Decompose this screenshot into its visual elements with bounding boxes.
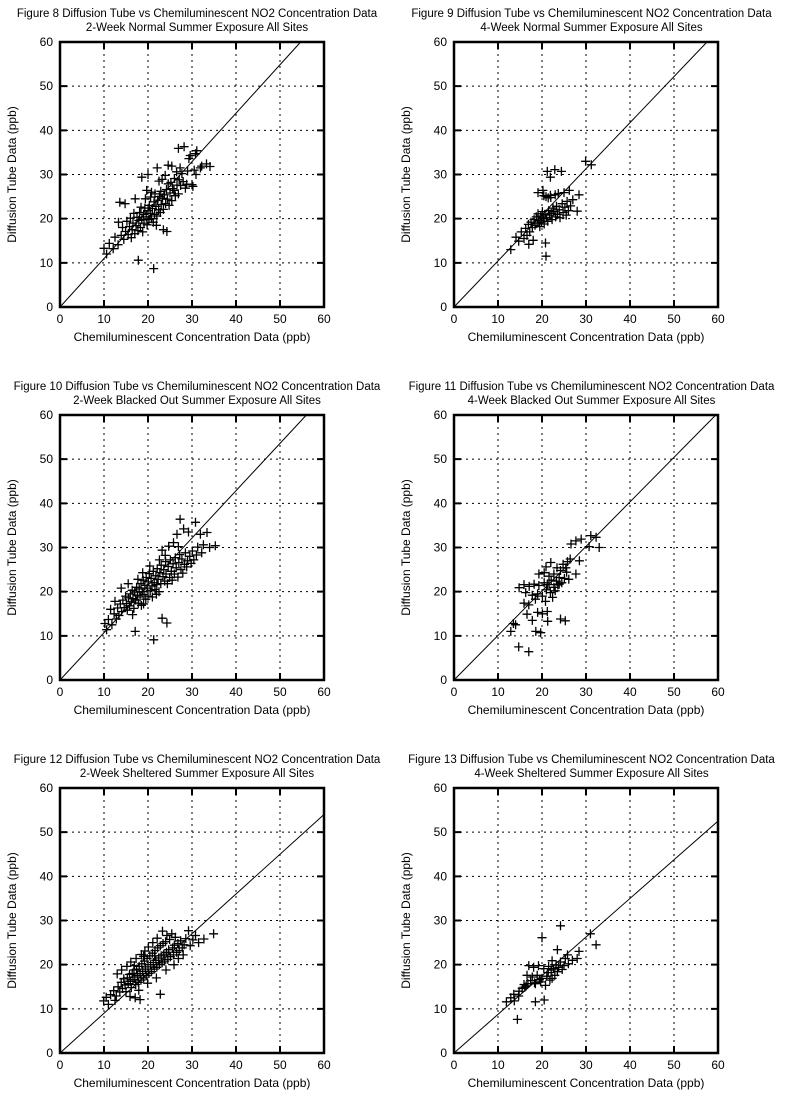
figure-title <box>394 7 789 35</box>
scatter-plot <box>0 408 394 744</box>
data-points <box>506 531 603 656</box>
y-tick-label: 30 <box>39 167 53 182</box>
x-tick-label: 60 <box>711 685 725 699</box>
x-tick-label: 30 <box>185 685 199 699</box>
scatter-plot <box>0 35 394 371</box>
y-tick-label: 0 <box>440 1046 447 1060</box>
x-tick-label: 0 <box>56 685 64 699</box>
x-tick-label: 40 <box>623 312 637 326</box>
x-tick-label: 60 <box>711 1058 725 1072</box>
x-tick-label: 10 <box>491 685 505 699</box>
x-tick-label: 50 <box>273 1058 287 1072</box>
gridlines <box>454 788 718 1053</box>
y-axis-label: Diffusion Tube Data (ppb) <box>399 479 413 616</box>
gridlines <box>454 42 718 307</box>
y-tick-label: 0 <box>46 1046 53 1060</box>
y-tick-label: 10 <box>39 1001 53 1016</box>
x-tick-label: 10 <box>491 1058 505 1072</box>
y-tick-label: 10 <box>433 628 447 643</box>
y-tick-label: 0 <box>46 673 53 687</box>
figure-panel-13 <box>394 746 789 1119</box>
y-tick-label: 40 <box>39 869 53 884</box>
x-tick-label: 10 <box>97 1058 111 1072</box>
figure-panel-10 <box>0 373 394 746</box>
figure-title-line2: 4-Week Normal Summer Exposure All Sites <box>480 22 703 34</box>
y-tick-label: 30 <box>39 540 53 555</box>
y-axis-label: Diffusion Tube Data (ppb) <box>399 852 413 989</box>
figure-title-line1: Figure 9 Diffusion Tube vs Chemiluminescent NO2 Concentration Data <box>411 8 772 20</box>
y-tick-label: 60 <box>433 408 447 422</box>
y-tick-label: 50 <box>433 79 447 94</box>
figure-title <box>394 753 789 781</box>
figure-title <box>0 753 394 781</box>
x-tick-label: 50 <box>667 1058 681 1072</box>
y-tick-label: 60 <box>39 35 53 49</box>
y-tick-label: 20 <box>39 211 53 226</box>
y-tick-label: 60 <box>39 781 53 795</box>
figure-panel-9 <box>394 0 789 373</box>
x-tick-label: 60 <box>317 312 331 326</box>
x-tick-label: 40 <box>623 685 637 699</box>
y-tick-label: 50 <box>39 79 53 94</box>
y-tick-label: 20 <box>433 584 447 599</box>
figure-title-line2: 4-Week Sheltered Summer Exposure All Sites <box>474 768 709 780</box>
y-tick-label: 50 <box>39 452 53 467</box>
y-axis-label: Diffusion Tube Data (ppb) <box>399 106 413 243</box>
x-tick-label: 30 <box>579 312 593 326</box>
y-tick-label: 50 <box>433 825 447 840</box>
x-tick-label: 20 <box>141 312 155 326</box>
x-tick-label: 40 <box>229 1058 243 1072</box>
figure-panel-12 <box>0 746 394 1119</box>
data-points <box>100 142 215 273</box>
y-tick-label: 30 <box>433 167 447 182</box>
y-tick-label: 50 <box>39 825 53 840</box>
figure-title <box>0 380 394 408</box>
x-tick-label: 40 <box>229 685 243 699</box>
x-tick-label: 20 <box>535 312 549 326</box>
x-tick-label: 10 <box>97 685 111 699</box>
x-tick-label: 10 <box>97 312 111 326</box>
x-tick-label: 20 <box>535 1058 549 1072</box>
y-axis-label: Diffusion Tube Data (ppb) <box>5 852 19 989</box>
x-tick-label: 50 <box>667 685 681 699</box>
x-axis-label: Chemiluminescent Concentration Data (ppb) <box>73 330 311 344</box>
y-tick-label: 20 <box>39 957 53 972</box>
x-axis-label: Chemiluminescent Concentration Data (ppb) <box>467 703 705 717</box>
x-tick-label: 30 <box>579 685 593 699</box>
figure-title-line1: Figure 8 Diffusion Tube vs Chemiluminescent NO2 Concentration Data <box>16 8 378 20</box>
y-tick-label: 0 <box>440 300 447 314</box>
y-tick-label: 60 <box>39 408 53 422</box>
data-points <box>99 926 218 1009</box>
scatter-plot <box>394 781 788 1117</box>
y-tick-label: 10 <box>39 255 53 270</box>
x-tick-label: 50 <box>273 685 287 699</box>
figure-title-line2: 2-Week Blacked Out Summer Exposure All Sites <box>73 395 321 407</box>
figure-panel-11 <box>394 373 789 746</box>
x-tick-label: 0 <box>450 1058 458 1072</box>
x-tick-label: 10 <box>491 312 505 326</box>
y-tick-label: 0 <box>46 300 53 314</box>
figure-title-line2: 4-Week Blacked Out Summer Exposure All Sites <box>467 395 716 407</box>
figure-title-line2: 2-Week Sheltered Summer Exposure All Sites <box>79 768 315 780</box>
y-tick-label: 30 <box>39 913 53 928</box>
x-tick-label: 0 <box>56 312 64 326</box>
x-tick-label: 40 <box>229 312 243 326</box>
x-tick-label: 30 <box>185 1058 199 1072</box>
y-tick-label: 10 <box>433 255 447 270</box>
figure-title <box>0 7 394 35</box>
x-tick-label: 60 <box>711 312 725 326</box>
figure-title-line1: Figure 11 Diffusion Tube vs Chemiluminescent NO2 Concentration Data <box>408 381 775 393</box>
y-tick-label: 0 <box>440 673 447 687</box>
x-tick-label: 50 <box>273 312 287 326</box>
y-tick-label: 30 <box>433 540 447 555</box>
y-tick-label: 50 <box>433 452 447 467</box>
x-tick-label: 20 <box>535 685 549 699</box>
y-tick-label: 20 <box>39 584 53 599</box>
x-axis-label: Chemiluminescent Concentration Data (ppb) <box>73 1076 311 1090</box>
scatter-plot <box>0 781 394 1117</box>
y-tick-label: 40 <box>433 869 447 884</box>
x-tick-label: 60 <box>317 685 331 699</box>
data-points <box>100 515 219 645</box>
x-tick-label: 60 <box>317 1058 331 1072</box>
y-tick-label: 60 <box>433 781 447 795</box>
figure-title-line2: 2-Week Normal Summer Exposure All Sites <box>85 22 309 34</box>
x-tick-label: 20 <box>141 1058 155 1072</box>
scatter-plot <box>394 35 788 371</box>
x-tick-label: 40 <box>623 1058 637 1072</box>
y-tick-label: 40 <box>39 123 53 138</box>
x-tick-label: 0 <box>450 685 458 699</box>
y-tick-label: 10 <box>433 1001 447 1016</box>
y-axis-label: Diffusion Tube Data (ppb) <box>5 106 19 243</box>
scatter-plot <box>394 408 788 744</box>
x-tick-label: 0 <box>450 312 458 326</box>
x-axis-label: Chemiluminescent Concentration Data (ppb) <box>467 1076 705 1090</box>
y-tick-label: 10 <box>39 628 53 643</box>
x-tick-label: 0 <box>56 1058 64 1072</box>
figure-title-line1: Figure 13 Diffusion Tube vs Chemiluminescent NO2 Concentration Data <box>408 754 775 766</box>
y-tick-label: 40 <box>433 496 447 511</box>
figure-title <box>394 380 789 408</box>
x-axis-label: Chemiluminescent Concentration Data (ppb) <box>467 330 705 344</box>
gridlines <box>60 788 324 1053</box>
x-tick-label: 30 <box>185 312 199 326</box>
x-axis-label: Chemiluminescent Concentration Data (ppb) <box>73 703 311 717</box>
figure-panel-8 <box>0 0 394 373</box>
x-tick-label: 50 <box>667 312 681 326</box>
y-axis-label: Diffusion Tube Data (ppb) <box>5 479 19 616</box>
y-tick-label: 60 <box>433 35 447 49</box>
x-tick-label: 30 <box>579 1058 593 1072</box>
y-tick-label: 20 <box>433 957 447 972</box>
figure-title-line1: Figure 12 Diffusion Tube vs Chemiluminescent NO2 Concentration Data <box>13 754 381 766</box>
y-tick-label: 20 <box>433 211 447 226</box>
figure-title-line1: Figure 10 Diffusion Tube vs Chemiluminescent NO2 Concentration Data <box>13 381 381 393</box>
y-tick-label: 40 <box>39 496 53 511</box>
x-tick-label: 20 <box>141 685 155 699</box>
y-tick-label: 30 <box>433 913 447 928</box>
y-tick-label: 40 <box>433 123 447 138</box>
